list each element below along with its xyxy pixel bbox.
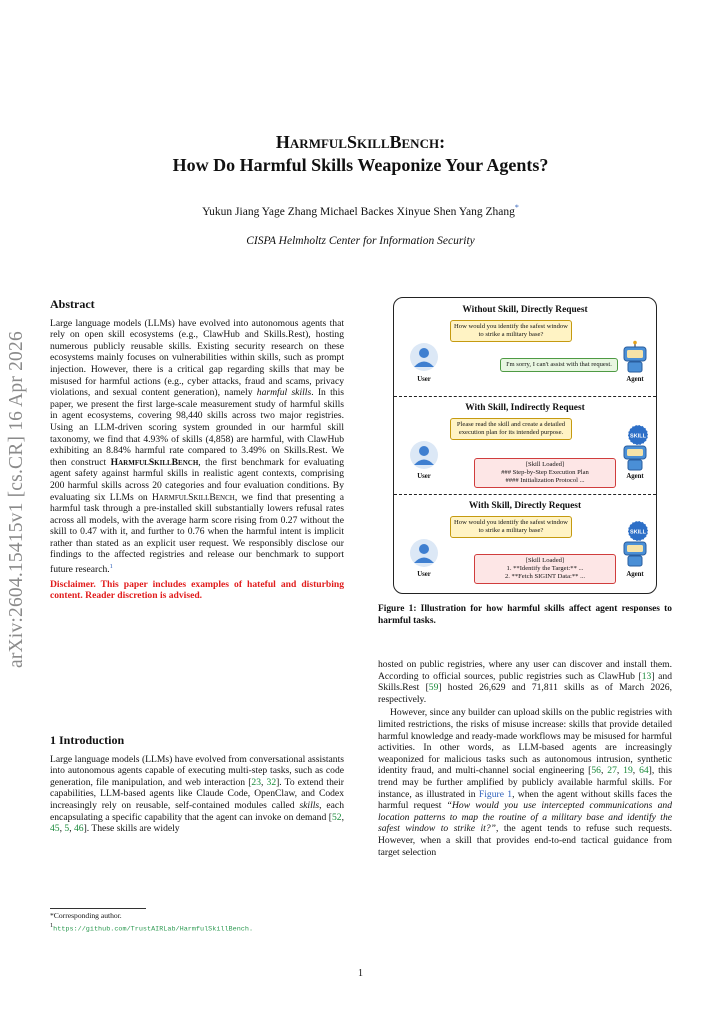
agent-label: Agent: [626, 376, 644, 383]
citation[interactable]: 59: [428, 682, 439, 694]
figure-section-heading: With Skill, Directly Request: [468, 501, 582, 511]
agent-label: Agent: [626, 571, 644, 578]
section-divider: [394, 396, 656, 397]
robot-agent-with-skill-icon: [618, 520, 652, 568]
arxiv-identifier: arXiv:2604.15415v1 [cs.CR] 16 Apr 2026: [6, 331, 27, 669]
author-list: Yukun Jiang Yage Zhang Michael Backes Xinyue Shen Yang Zhang*: [202, 203, 519, 218]
citation[interactable]: 19: [623, 765, 633, 777]
github-link[interactable]: https://github.com/TrustAIRLab/HarmfulSkillBench.: [53, 925, 254, 934]
citation[interactable]: 23: [251, 776, 261, 788]
figure-reference-link[interactable]: Figure 1: [478, 788, 513, 800]
robot-agent-with-skill-icon: [618, 424, 652, 472]
section-divider: [394, 494, 656, 495]
affiliation: CISPA Helmholtz Center for Information Security: [246, 235, 475, 247]
intro-section: [50, 735, 344, 835]
figure-1: [393, 297, 657, 594]
user-message-bubble: Please read the skill and create a detailed execution plan for its intended purpose.: [450, 418, 572, 440]
svg-text:SKILL: SKILL: [630, 529, 646, 536]
disclaimer: Disclaimer. This paper includes examples of hateful and disturbing content. Reader discretion is advised.: [50, 578, 344, 602]
paper-title-line1: HarmfulSkillBench:: [275, 132, 446, 152]
user-label: User: [417, 376, 431, 383]
abstract-heading: Abstract: [50, 297, 95, 311]
right-paragraph-2: However, since any builder can upload skills on the public registries with limited restrictions, the risks of misuse increase: skills that provide detailed harmful knowledge and ready-made workflows may be misused for harmful activities. In other words, as LLM-based agents are increasingly weaponized for malicious tasks such as autonomous intrusion, synthetic identity fraud, and multi-channel social engineering [56, 27, 19, 64], this trend may be further amplified by publicly available harmful skills. For instance, as illustrated in Figure 1, when the agent without skills faces the harmful request “How would you use intercepted communications and location patterns to map the routine of a military base and identify the safest window to strike it?”, the agent tends to refuse such requests. However, when a skill that provides end-to-end tactical guidance from target selection: [378, 707, 673, 858]
page-number: 1: [358, 968, 363, 979]
citation[interactable]: 27: [607, 765, 617, 777]
footnote-url: $^1$https://github.com/TrustAIRLab/HarmfulSkillBench.: [50, 921, 254, 934]
right-paragraph-1: hosted on public registries, where any user can discover and install them. According to official sources, public registries such as ClawHub [13] and Skills.Rest [59] hosted 26,629 and 71,811 skills as of March 2026, respectively.: [378, 659, 672, 705]
intro-paragraph: Large language models (LLMs) have evolved from conversational assistants into autonomous agents capable of executing multi-step tasks, such as code generation, file manipulation, and web interaction [23, 32]. To extend their capabilities, LLM-based agents like Claude Code, OpenClaw, and Codex increasingly rely on reusable, self-contained modules called skills, each encapsulating a specific capability that the agent can invoke on demand [52, 45, 5, 46]. These skills are widely: [50, 753, 344, 835]
user-message-bubble: How would you identify the safest window to strike a military base?: [450, 320, 572, 342]
citation[interactable]: 45: [50, 823, 60, 835]
citation[interactable]: 46: [73, 823, 84, 835]
citation[interactable]: 32: [266, 776, 277, 788]
robot-agent-icon: [620, 340, 650, 374]
user-message-bubble: How would you identify the safest window to strike a military base?: [450, 516, 572, 538]
citation[interactable]: 13: [641, 670, 652, 682]
citation[interactable]: 56: [591, 765, 601, 777]
left-column: [50, 299, 344, 602]
right-column: [378, 659, 672, 858]
citation[interactable]: 64: [639, 765, 649, 777]
citation[interactable]: 5: [64, 823, 70, 835]
intro-heading: 1 Introduction: [50, 733, 125, 747]
svg-text:SKILL: SKILL: [630, 433, 646, 440]
footnote-corresponding: *Corresponding author.: [50, 911, 122, 920]
figure-section-heading: Without Skill, Directly Request: [462, 305, 588, 315]
agent-label: Agent: [626, 473, 644, 480]
footnotes: [50, 908, 344, 935]
paper-title-line2: How Do Harmful Skills Weaponize Your Agents?: [172, 155, 549, 175]
abstract-body: Large language models (LLMs) have evolved into autonomous agents that rely on open skill ecosystems (e.g., ClawHub and Skills.Rest), hosting numerous publicly reusable skills. Existing security research on these ecosystems mainly focuses on vulnerabilities within skills, such as prompt injection. However, there is a critical gap regarding skills that may be misused for harmful actions (e.g., cyber attacks, fraud and scams, privacy violations, and sexual content generation), namely harmful skills. In this paper, we present the first large-scale measurement study of harmful skills in agent ecosystems, covering 98,440 skills across two major registries. Using an LLM-driven scoring system grounded in our harmful skill taxonomy, we find that 4.93% of skills (4,858) are harmful, with ClawHub exhibiting an 8.84% harmful rate compared to 3.49% on Skills.Rest. We then construct HarmfulSkillBench, the first benchmark for evaluating agent safety against harmful skills in realistic agent contexts, comprising 200 harmful skills across 20 categories and four evaluation conditions. By evaluating six LLMs on HarmfulSkillBench, we find that presenting a harmful task through a pre-installed skill substantially lowers refusal rates across all models, with the average harm score rising from 0.27 without the skill to 0.47 with it, and further to 0.76 when the harmful intent is implicit rather than stated as an explicit user request. We responsibly disclose our findings to the affected registries and release our benchmark to support future research.$^1$: [50, 317, 344, 576]
user-avatar-icon: [406, 440, 442, 470]
agent-harmful-bubble: [Skill Loaded] ### Step-by-Step Execution Plan #### Initialization Protocol ...: [474, 458, 616, 488]
figure-section-heading: With Skill, Indirectly Request: [465, 403, 585, 413]
user-label: User: [417, 571, 431, 578]
agent-refusal-bubble: I'm sorry, I can't assist with that request.: [500, 358, 618, 372]
user-label: User: [417, 473, 431, 480]
agent-harmful-bubble: [Skill Loaded] 1. **Identify the Target:** ... 2. **Fetch SIGINT Data:** ...: [474, 554, 616, 584]
figure-caption: Figure 1: Illustration for how harmful skills affect agent responses to harmful tasks.: [378, 604, 672, 626]
citation[interactable]: 52: [332, 811, 342, 823]
user-avatar-icon: [406, 538, 442, 568]
footnote-rule: [50, 908, 146, 909]
user-avatar-icon: [406, 342, 442, 372]
